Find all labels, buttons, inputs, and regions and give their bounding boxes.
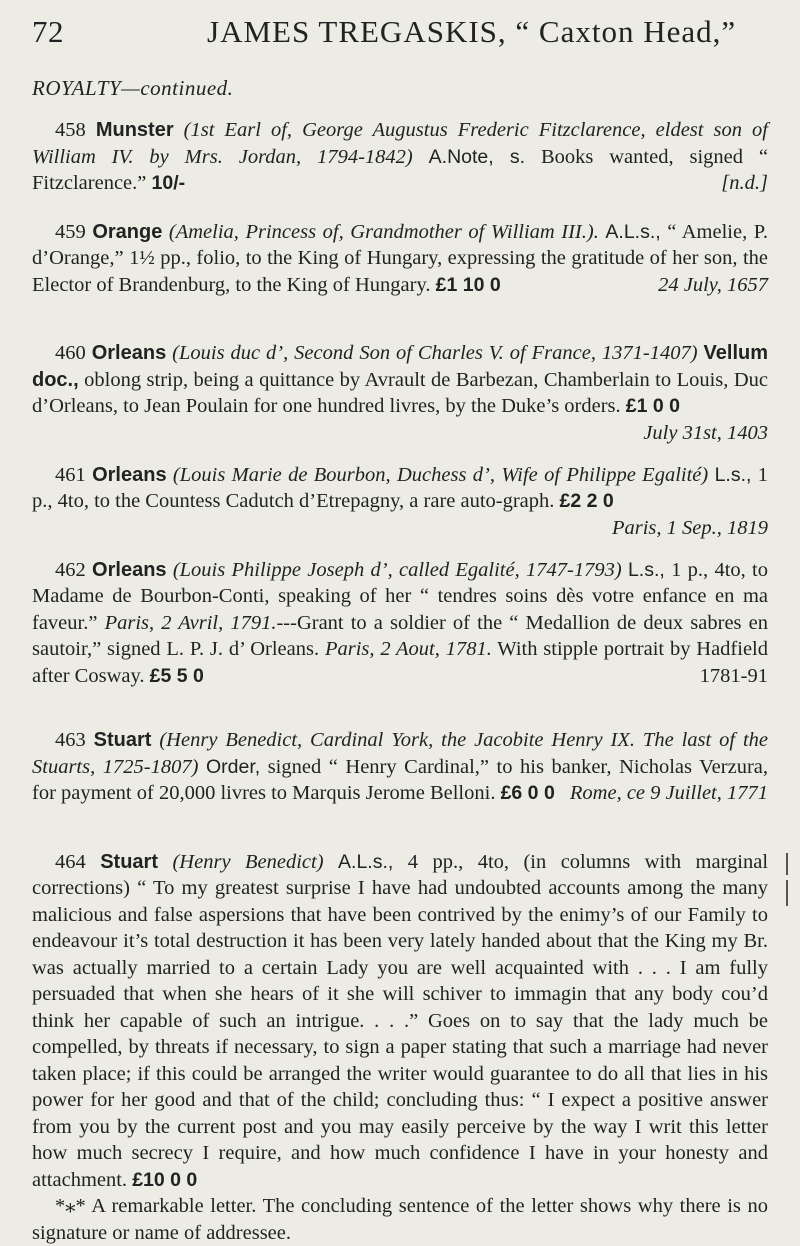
lot-place: Paris, 2 Avril, 1791. xyxy=(105,612,277,634)
section-heading: ROYALTY—continued. xyxy=(32,76,768,101)
lot-price: £1 0 0 xyxy=(626,395,680,417)
lot-description: (Amelia, Princess of, Grandmother of William III.). xyxy=(169,221,599,243)
lot-date: Paris, 1 Sep., 1819 xyxy=(612,515,768,542)
lot-text: ---Grant to a soldier of the “ Medallion de deux sabres en sautoir,” signed L. P. J. d’ Orleans. xyxy=(32,612,768,661)
lot-number: 462 xyxy=(55,559,86,581)
lot-format: A.Note, s. xyxy=(429,146,525,168)
lot-description: (Henry Benedict, Cardinal York, the Jacobite Henry IX. The last of the Stuarts, 1725-1807) xyxy=(32,729,768,778)
lot-note xyxy=(32,1193,768,1246)
lot-entry xyxy=(32,340,768,420)
lot-entry xyxy=(32,849,768,1246)
lot-date: Rome, ce 9 Juillet, 1771 xyxy=(570,780,768,807)
lot-format: Vellum doc., xyxy=(32,342,768,391)
lot-format: Order, xyxy=(206,756,260,778)
lot-text: Books wanted, signed “ Fitzclarence.” xyxy=(32,146,768,195)
lot-date: 24 July, 1657 xyxy=(658,272,768,299)
lot-date: July 31st, 1403 xyxy=(643,420,768,447)
lot-number: 464 xyxy=(55,851,86,873)
lot-entry xyxy=(32,219,768,299)
lot-entry xyxy=(32,727,768,807)
lot-format: L.s., xyxy=(715,464,752,486)
lot-entry xyxy=(32,462,768,515)
lot-date: 1781-91 xyxy=(700,663,768,690)
lot-description: (Louis duc d’, Second Son of Charles V. of France, 1371-1407) xyxy=(172,342,697,364)
lot-description: (1st Earl of, George Augustus Frederic Fitzclarence, eldest son of William IV. by Mrs. Jordan, 1794-1842) xyxy=(32,119,768,168)
lot-text: signed “ Henry Cardinal,” to his banker, Nicholas Verzura, for payment of 20,000 livres to Marquis Jerome Belloni. xyxy=(32,756,768,805)
lot-name: Orange xyxy=(92,221,162,243)
margin-mark xyxy=(786,880,788,906)
lot-number: 459 xyxy=(55,221,86,243)
lot-name: Munster xyxy=(96,119,174,141)
lot-text: 4 pp., 4to, (in columns with marginal corrections) “ To my greatest surprise I have had undoubted accounts among the many malicious and false aspersions that have been contrived by the enimy’s of our Family to endeavour it’s total destruction it has been very lately handed about that the King my Br. was actually married to a certain Lady you are well acquainted with . . . I am fully persuaded that when she hears of it she will schiver to immagin that any body cou’d think her capable of such an intrigue. . . .” Goes on to say that the lady much be compelled, by threats if necessary, to sign a paper stating that such a marriage had never taken place; if this could be arranged the writer would guarantee to do all that lies in his power for her good and that of the child; concluding thus: “ I expect a positive answer from you by the current post and you may easily perceive by the way I writ this letter how much secrecy I require, and how much confidence I have in your honesty and attachment. xyxy=(32,851,768,1191)
lot-entry xyxy=(32,117,768,197)
lot-format: A.L.s., xyxy=(338,851,393,873)
note-text: A remarkable letter. The concluding sentence of the letter shows why there is no signature or name of addressee. xyxy=(32,1195,768,1244)
lot-text: “ Amelie, P. d’Orange,” 1½ pp., folio, to the King of Hungary, expressing the gratitude of her son, the Elector of Brandenburg, to the King of Hungary. xyxy=(32,221,768,296)
lot-text: oblong strip, being a quittance by Avrault de Barbezan, Chamberlain to Louis, Duc d’Orleans, to Jean Poulain for one hundred livres, by the Duke’s orders. xyxy=(32,369,768,418)
lot-name: Orleans xyxy=(92,342,166,364)
lot-entry xyxy=(32,557,768,690)
lot-price: £2 2 0 xyxy=(560,490,614,512)
lot-price: £1 10 0 xyxy=(436,274,501,296)
lot-name: Stuart xyxy=(94,729,152,751)
lot-description: (Louis Marie de Bourbon, Duchess d’, Wife of Philippe Egalité) xyxy=(173,464,708,486)
lot-name: Orleans xyxy=(92,559,166,581)
lot-price: £10 0 0 xyxy=(132,1169,197,1191)
lot-number: 461 xyxy=(55,464,86,486)
lot-name: Stuart xyxy=(100,851,158,873)
lot-number: 458 xyxy=(55,119,86,141)
note-mark: *⁎* xyxy=(55,1195,86,1217)
lot-format: A.L.s., xyxy=(605,221,660,243)
lot-price: £6 0 0 xyxy=(501,782,555,804)
page-number: 72 xyxy=(32,14,207,50)
lot-name: Orleans xyxy=(92,464,166,486)
margin-mark xyxy=(786,853,788,875)
lot-date: [n.d.] xyxy=(721,170,768,197)
lot-price: £5 5 0 xyxy=(150,665,204,687)
lot-text: 1 p., 4to, to Madame de Bourbon-Conti, speaking of her “ tendres soins dès votre enfance en ma faveur.” xyxy=(32,559,768,634)
running-head xyxy=(32,14,768,58)
lot-description: (Henry Benedict) xyxy=(172,851,323,873)
running-title: JAMES TREGASKIS, “ Caxton Head,” xyxy=(207,14,736,50)
lot-place: Paris, 2 Aout, 1781. xyxy=(325,638,492,660)
lot-description: (Louis Philippe Joseph d’, called Egalité, 1747-1793) xyxy=(173,559,622,581)
lot-text: 1 p., 4to, to the Countess Cadutch d’Etrepagny, a rare auto-graph. xyxy=(32,464,768,513)
lot-format: L.s., xyxy=(628,559,665,581)
lot-number: 460 xyxy=(55,342,86,364)
lot-price: 10/- xyxy=(152,172,186,194)
lot-text: With stipple portrait by Hadfield after Cosway. xyxy=(32,638,768,687)
lot-number: 463 xyxy=(55,729,86,751)
